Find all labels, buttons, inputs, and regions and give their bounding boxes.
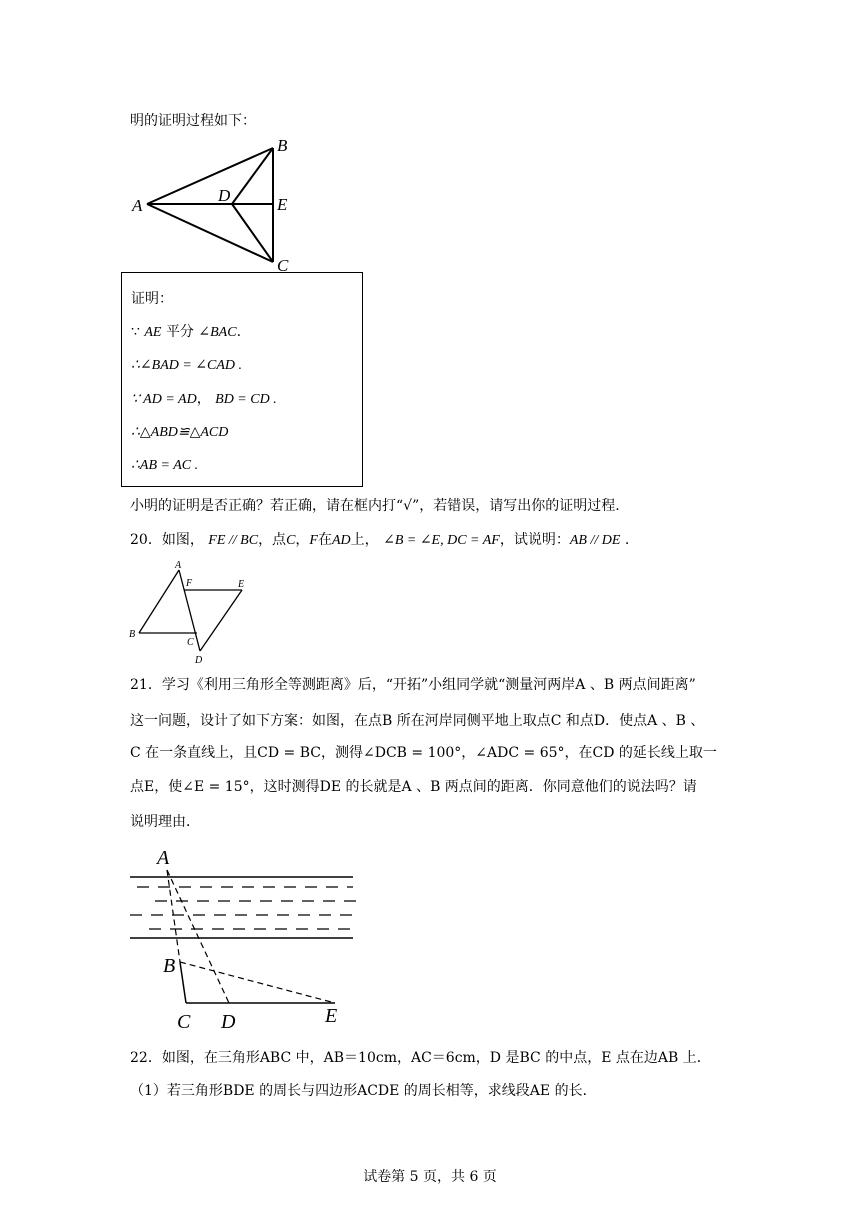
q22-line-2: （1）若三角形BDE 的周长与四边形ACDE 的周长相等，求线段AE 的长．: [130, 1083, 597, 1099]
fig2-label-f: F: [186, 578, 193, 589]
intro-text: 明的证明过程如下：: [130, 113, 256, 129]
fig2-label-a: A: [175, 560, 182, 571]
question-20: 20．如图， FE // BC，点C，F在AD上， ∠B = ∠E, DC = AF，试说明：AB // DE .: [130, 532, 630, 548]
proof-line-3: ∵ AD = AD， BD = CD .: [131, 391, 277, 407]
fig2-label-b: B: [129, 629, 136, 640]
fig3-label-a: A: [157, 847, 170, 869]
fig2-label-e: E: [238, 579, 245, 590]
fig1-label-e: E: [277, 195, 288, 214]
fig2-label-d: D: [195, 655, 203, 666]
proof-title: 证明：: [131, 291, 173, 307]
q21-line-5: 说明理由．: [130, 814, 200, 830]
fig3-label-b: B: [163, 955, 176, 977]
figure-1-kite-diagram: [120, 130, 310, 275]
q21-line-1: 21．学习《利用三角形全等测距离》后，“开拓”小组同学就“测量河两岸A 、B 两点间距离”: [130, 677, 696, 693]
fig3-label-d: D: [221, 1011, 236, 1033]
proof-line-4: ∴△ABD≌△ACD: [131, 425, 229, 440]
page-footer: 试卷第 5 页，共 6 页: [363, 1169, 497, 1185]
figure-3-river-diagram: [125, 845, 365, 1035]
q19-followup-text: 小明的证明是否正确？若正确，请在框内打“√”，若错误，请写出你的证明过程.: [130, 498, 620, 514]
fig1-label-c: C: [277, 256, 289, 275]
q22-line-1: 22．如图，在三角形ABC 中，AB＝10cm，AC＝6cm，D 是BC 的中点，E 点在边AB 上．: [130, 1050, 711, 1066]
q21-line-3: C 在一条直线上，且CD = BC，测得∠DCB = 100°，∠ADC = 65°，在CD 的延长线上取一: [130, 745, 717, 761]
figure-2-parallel-diagram: [125, 560, 255, 670]
fig1-label-a: A: [132, 196, 143, 215]
fig2-label-c: C: [187, 637, 194, 648]
q21-line-2: 这一问题，设计了如下方案：如图，在点B 所在河岸同侧平地上取点C 和点D．使点A 、B 、: [130, 713, 705, 729]
fig3-label-e: E: [325, 1005, 338, 1027]
q21-line-4: 点E，使∠E = 15°，这时测得DE 的长就是A 、B 两点间的距离．你同意他们的说法吗？请: [130, 779, 697, 795]
fig3-label-c: C: [177, 1011, 191, 1033]
proof-line-2: ∴∠BAD = ∠CAD .: [131, 358, 243, 373]
proof-line-1: ∵ AE 平分 ∠BAC.: [131, 324, 242, 340]
fig1-label-d: D: [218, 186, 231, 205]
proof-box: [121, 272, 363, 487]
proof-line-5: ∴AB = AC .: [131, 458, 199, 473]
fig1-label-b: B: [277, 136, 288, 155]
